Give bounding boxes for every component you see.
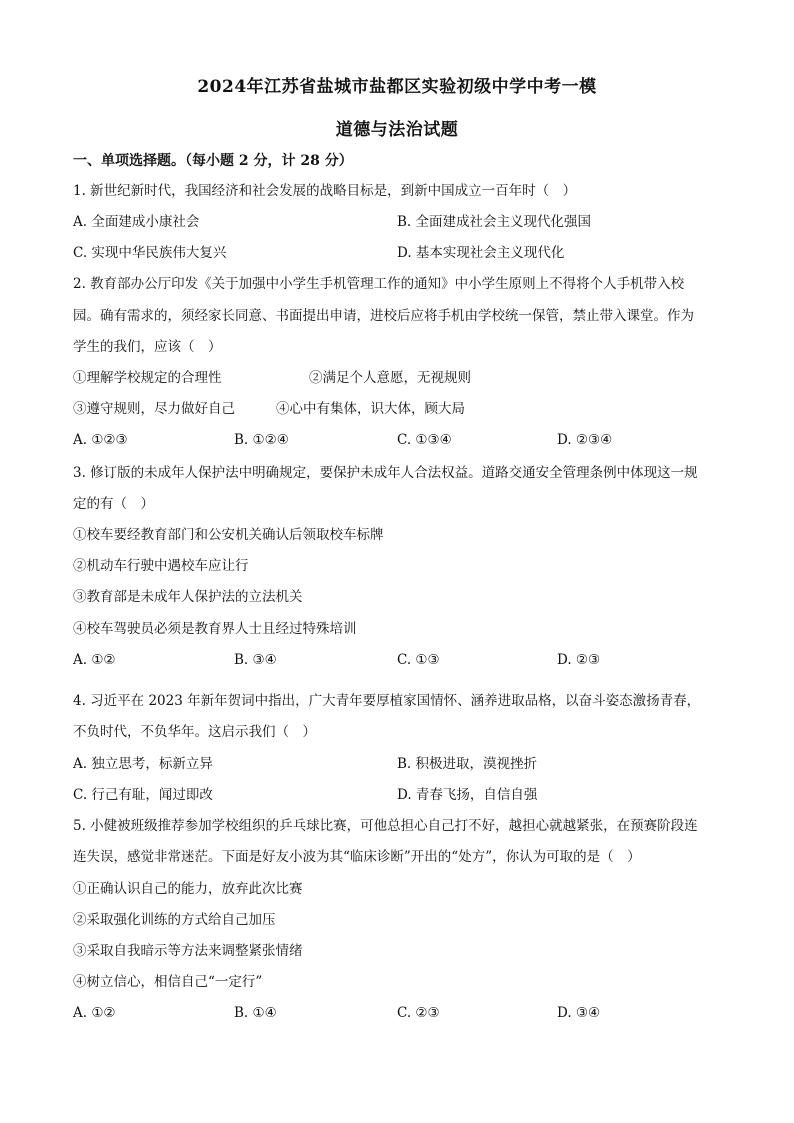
question-4-stem-line: 4. 习近平在 2023 年新年贺词中指出，广大青年要厚植家国情怀、涵养进取品格，以奋斗姿态激扬青春， [73,693,701,709]
exam-subtitle: 道德与法治试题 [335,120,459,140]
question-2-stem-line: 2. 教育部办公厅印发《关于加强中小学生手机管理工作的通知》中小学生原则上不得将个人手机带入校 [73,276,685,292]
q2-item-1: ①理解学校规定的合理性 [73,370,222,386]
question-2-stem-line: 园。确有需求的，须经家长同意、书面提出申请，进校后应将手机由学校统一保管，禁止带入课堂。作为 [73,308,694,324]
q5-option-c: C. ②③ [397,1005,440,1021]
q4-option-d: D. 青春飞扬，自信自强 [397,787,538,803]
q2-option-d: D. ②③④ [557,432,613,448]
q5-option-b: B. ①④ [234,1005,277,1021]
q2-item-4: ④心中有集体，识大体，顾大局 [276,401,465,417]
question-3-stem-line: 定的有（ ） [73,496,154,512]
exam-title: 2024年江苏省盐城市盐都区实验初级中学中考一模 [197,77,597,97]
q1-option-a: A. 全面建成小康社会 [73,214,200,230]
q3-option-a: A. ①② [73,652,116,668]
question-5-stem-line: 连失误，感觉非常迷茫。下面是好友小波为其“临床诊断”开出的“处方”，你认为可取的是（ ） [73,849,641,865]
question-1-stem: 1. 新世纪新时代，我国经济和社会发展的战略目标是，到新中国成立一百年时（ ） [73,183,577,199]
q5-item-1: ①正确认识自己的能力，放弃此次比赛 [73,881,303,897]
q2-option-b: B. ①②④ [234,432,289,448]
q3-item-1: ①校车要经教育部门和公安机关确认后领取校车标牌 [73,527,384,543]
q2-item-2: ②满足个人意愿，无视规则 [309,370,471,386]
q5-item-2: ②采取强化训练的方式给自己加压 [73,912,276,928]
q5-option-a: A. ①② [73,1005,116,1021]
q1-option-c: C. 实现中华民族伟大复兴 [73,245,227,261]
question-3-stem-line: 3. 修订版的未成年人保护法中明确规定，要保护未成年人合法权益。道路交通安全管理条例中体现这一规 [73,465,698,481]
question-4-stem-line: 不负时代，不负华年。这启示我们（ ） [73,724,316,740]
question-2-stem-line: 学生的我们，应该（ ） [73,339,222,355]
q2-option-c: C. ①③④ [397,432,452,448]
q3-item-2: ②机动车行驶中遇校车应让行 [73,558,249,574]
q4-option-a: A. 独立思考，标新立异 [73,756,213,772]
q3-option-c: C. ①③ [397,652,440,668]
section-heading: 一、单项选择题。（每小题 2 分，计 28 分） [73,153,353,169]
q1-option-b: B. 全面建成社会主义现代化强国 [397,214,592,230]
q3-option-d: D. ②③ [557,652,601,668]
q5-option-d: D. ③④ [557,1005,601,1021]
q5-item-4: ④树立信心，相信自己“一定行” [73,974,263,990]
question-5-stem-line: 5. 小健被班级推荐参加学校组织的乒乓球比赛，可他总担心自己打不好，越担心就越紧张，在预赛阶段连 [73,818,698,834]
q2-option-a: A. ①②③ [73,432,128,448]
q4-option-c: C. 行己有耻，闻过即改 [73,787,213,803]
q4-option-b: B. 积极进取，漠视挫折 [397,756,538,772]
q1-option-d: D. 基本实现社会主义现代化 [397,245,565,261]
q3-item-3: ③教育部是未成年人保护法的立法机关 [73,589,303,605]
q2-item-3: ③遵守规则，尽力做好自己 [73,401,235,417]
q5-item-3: ③采取自我暗示等方法来调整紧张情绪 [73,943,303,959]
q3-option-b: B. ③④ [234,652,277,668]
q3-item-4: ④校车驾驶员必须是教育界人士且经过特殊培训 [73,621,357,637]
